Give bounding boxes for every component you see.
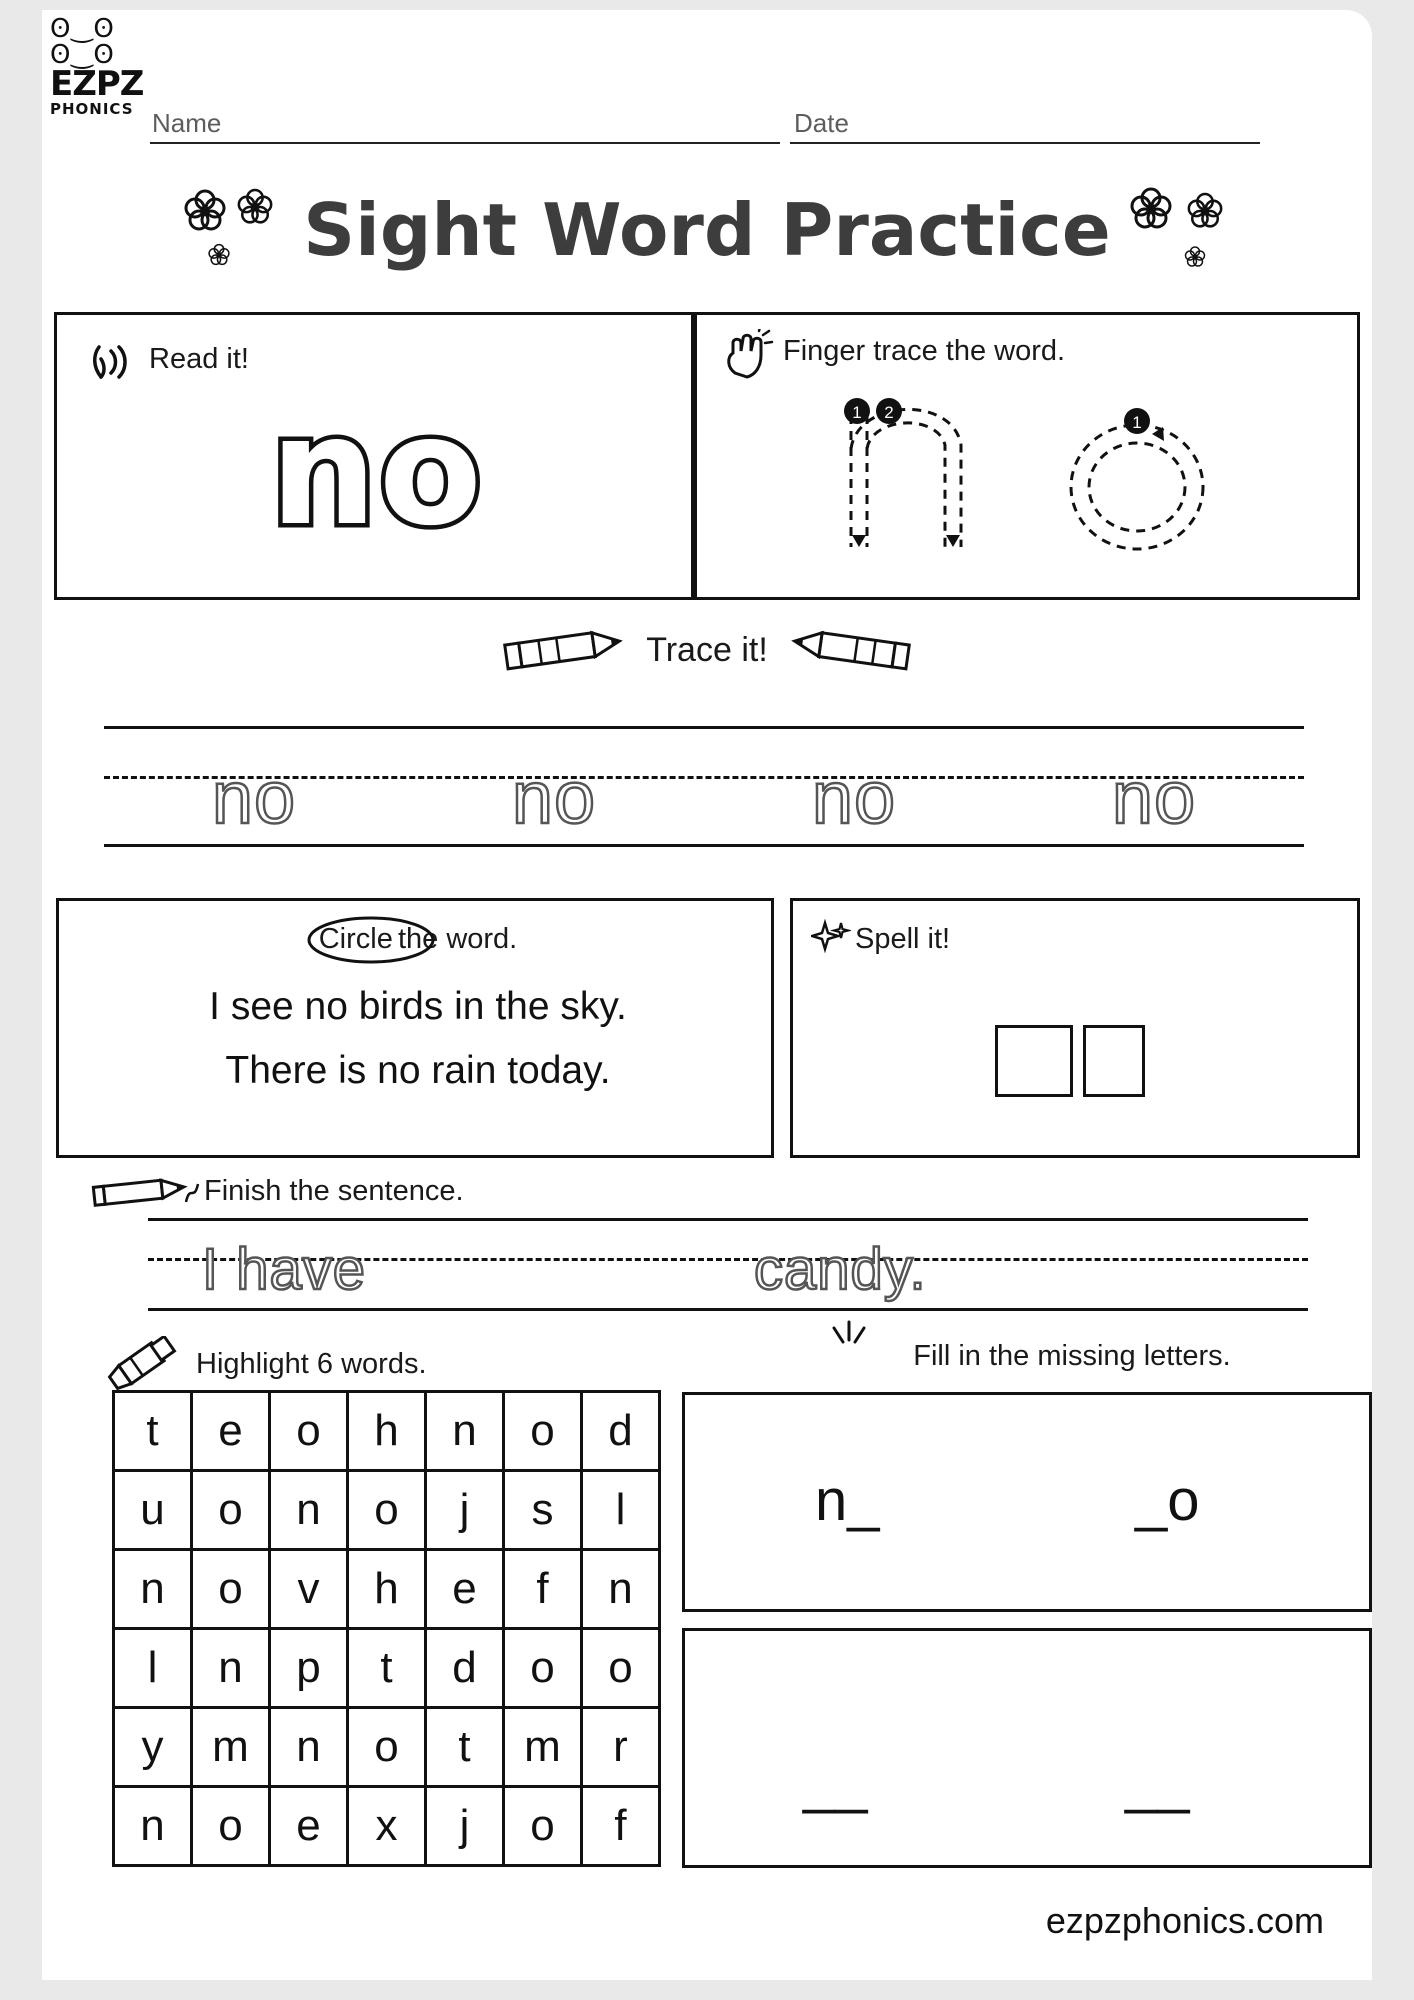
finish-sentence-header (90, 1162, 710, 1220)
missing-letters-top-right[interactable]: _o (1135, 1468, 1200, 1533)
grid-cell[interactable]: o (582, 1629, 660, 1708)
date-label: Date (794, 108, 849, 138)
pencil-squiggle-icon (90, 1168, 200, 1214)
flower-decoration-left-icon (181, 185, 289, 275)
grid-cell[interactable]: t (348, 1629, 426, 1708)
table-row[interactable] (114, 1550, 660, 1629)
grid-cell[interactable]: o (192, 1550, 270, 1629)
finish-topline (148, 1218, 1308, 1221)
speech-icon (87, 335, 139, 387)
arrow-down-2 (946, 535, 960, 547)
grid-cell[interactable]: n (114, 1550, 192, 1629)
finger-trace-letters (827, 387, 1267, 567)
table-row[interactable] (114, 1787, 660, 1866)
sparkle-icon (811, 919, 851, 959)
footer-website: ezpzphonics.com (1045, 1900, 1324, 1941)
grid-cell[interactable]: o (192, 1787, 270, 1866)
table-row[interactable] (114, 1471, 660, 1550)
missing-letters-top-left[interactable]: n_ (815, 1468, 880, 1533)
word-search-grid[interactable] (112, 1390, 661, 1867)
grid-cell[interactable]: x (348, 1787, 426, 1866)
grid-cell[interactable]: o (348, 1708, 426, 1787)
name-date-row (42, 102, 1372, 148)
finish-baseline (148, 1308, 1308, 1311)
grid-cell[interactable]: s (504, 1471, 582, 1550)
grid-cell[interactable]: u (114, 1471, 192, 1550)
grid-cell[interactable]: t (114, 1392, 192, 1471)
read-it-panel (54, 312, 694, 600)
missing-letters-bottom-right[interactable]: __ (1125, 1750, 1190, 1815)
grid-cell[interactable]: m (504, 1708, 582, 1787)
grid-cell[interactable]: n (270, 1708, 348, 1787)
svg-text:1: 1 (1132, 413, 1142, 432)
circled-word-wrap (319, 923, 393, 956)
grid-cell[interactable]: o (270, 1392, 348, 1471)
hand-icon (719, 329, 775, 383)
circle-the-word-header (59, 923, 777, 956)
svg-text:2: 2 (884, 403, 894, 422)
grid-cell[interactable]: j (426, 1471, 504, 1550)
finger-trace-panel (694, 312, 1360, 600)
pencil-icon-right (786, 627, 916, 673)
highlight-header (102, 1336, 662, 1392)
circle-label-circled: Circle (318, 923, 393, 955)
grid-cell[interactable]: n (426, 1392, 504, 1471)
grid-cell[interactable]: r (582, 1708, 660, 1787)
flower-decoration-right-icon (1125, 185, 1233, 275)
grid-cell[interactable]: o (348, 1471, 426, 1550)
trace-word: no (211, 756, 297, 839)
worksheet-sheet (42, 10, 1372, 1980)
trace-topline (104, 726, 1304, 729)
grid-cell[interactable]: l (114, 1629, 192, 1708)
trace-word: no (811, 756, 897, 839)
grid-cell[interactable]: o (504, 1787, 582, 1866)
spell-it-panel (790, 898, 1360, 1158)
grid-cell[interactable]: j (426, 1787, 504, 1866)
page-title: Sight Word Practice (303, 188, 1111, 272)
highlight-label: Highlight 6 words. (196, 1347, 427, 1380)
arrow-down-1 (852, 535, 866, 547)
grid-cell[interactable]: e (426, 1550, 504, 1629)
grid-cell[interactable]: d (426, 1629, 504, 1708)
circle-annotation-icon (305, 915, 445, 965)
missing-letters-label: Fill in the missing letters. (913, 1340, 1231, 1372)
grid-cell[interactable]: n (114, 1787, 192, 1866)
spell-box-2[interactable] (1083, 1025, 1145, 1097)
grid-cell[interactable]: f (504, 1550, 582, 1629)
name-label: Name (152, 108, 222, 138)
pencil-icon-left (498, 627, 628, 673)
grid-cell[interactable]: n (270, 1471, 348, 1550)
trace-word: no (511, 756, 597, 839)
missing-letters-bottom-left[interactable]: __ (803, 1750, 868, 1815)
grid-cell[interactable]: p (270, 1629, 348, 1708)
highlighter-icon (102, 1336, 182, 1392)
logo-faces-icon: ʘ‿ʘ ʘ‿ʘ (50, 14, 115, 70)
trace-word: no (1111, 756, 1197, 839)
spell-it-label: Spell it! (855, 923, 951, 955)
grid-cell[interactable]: l (582, 1471, 660, 1550)
grid-cell[interactable]: e (270, 1787, 348, 1866)
grid-cell[interactable]: v (270, 1550, 348, 1629)
grid-cell[interactable]: o (504, 1629, 582, 1708)
logo-title: EZPZ (50, 64, 144, 104)
date-input-line[interactable] (790, 142, 1260, 144)
table-row[interactable] (114, 1629, 660, 1708)
trace-it-label: Trace it! (646, 630, 768, 669)
sparkle-burst-icon (822, 1318, 876, 1358)
svg-text:1: 1 (852, 403, 862, 422)
trace-baseline (104, 844, 1304, 847)
grid-cell[interactable]: o (192, 1471, 270, 1550)
spell-box-1[interactable] (995, 1025, 1073, 1097)
grid-cell[interactable]: n (192, 1629, 270, 1708)
circle-label-rest: the word. (397, 923, 518, 955)
trace-words-row (104, 755, 1304, 840)
grid-cell[interactable]: d (582, 1392, 660, 1471)
table-row[interactable] (114, 1392, 660, 1471)
trace-it-header (42, 620, 1372, 680)
circle-the-word-panel (56, 898, 774, 1158)
spell-it-boxes[interactable] (995, 1025, 1145, 1097)
missing-letters-header (782, 1340, 1362, 1373)
grid-cell[interactable]: h (348, 1392, 426, 1471)
grid-cell[interactable]: m (192, 1708, 270, 1787)
circle-sentence-2: There is no rain today. (225, 1049, 611, 1092)
grid-cell[interactable]: n (582, 1550, 660, 1629)
missing-letters-top-panel[interactable] (682, 1392, 1372, 1612)
name-input-line[interactable] (150, 142, 780, 144)
grid-cell[interactable]: h (348, 1550, 426, 1629)
read-it-word: no (270, 385, 484, 559)
grid-cell[interactable]: o (504, 1392, 582, 1471)
table-row[interactable] (114, 1708, 660, 1787)
logo-subtitle: PHONICS (50, 100, 134, 118)
finish-text-left: I have (202, 1237, 366, 1302)
grid-cell[interactable]: t (426, 1708, 504, 1787)
grid-cell[interactable]: y (114, 1708, 192, 1787)
read-it-label: Read it! (149, 343, 249, 375)
circle-sentence-1: I see no birds in the sky. (209, 985, 627, 1028)
brand-logo (42, 10, 192, 118)
missing-letters-bottom-panel[interactable] (682, 1628, 1372, 1868)
page-title-row (42, 180, 1372, 280)
grid-cell[interactable]: f (582, 1787, 660, 1866)
finger-trace-label: Finger trace the word. (783, 335, 1066, 367)
finish-sentence-label: Finish the sentence. (204, 1174, 464, 1207)
grid-cell[interactable]: e (192, 1392, 270, 1471)
finish-text-right: candy. (754, 1237, 927, 1302)
